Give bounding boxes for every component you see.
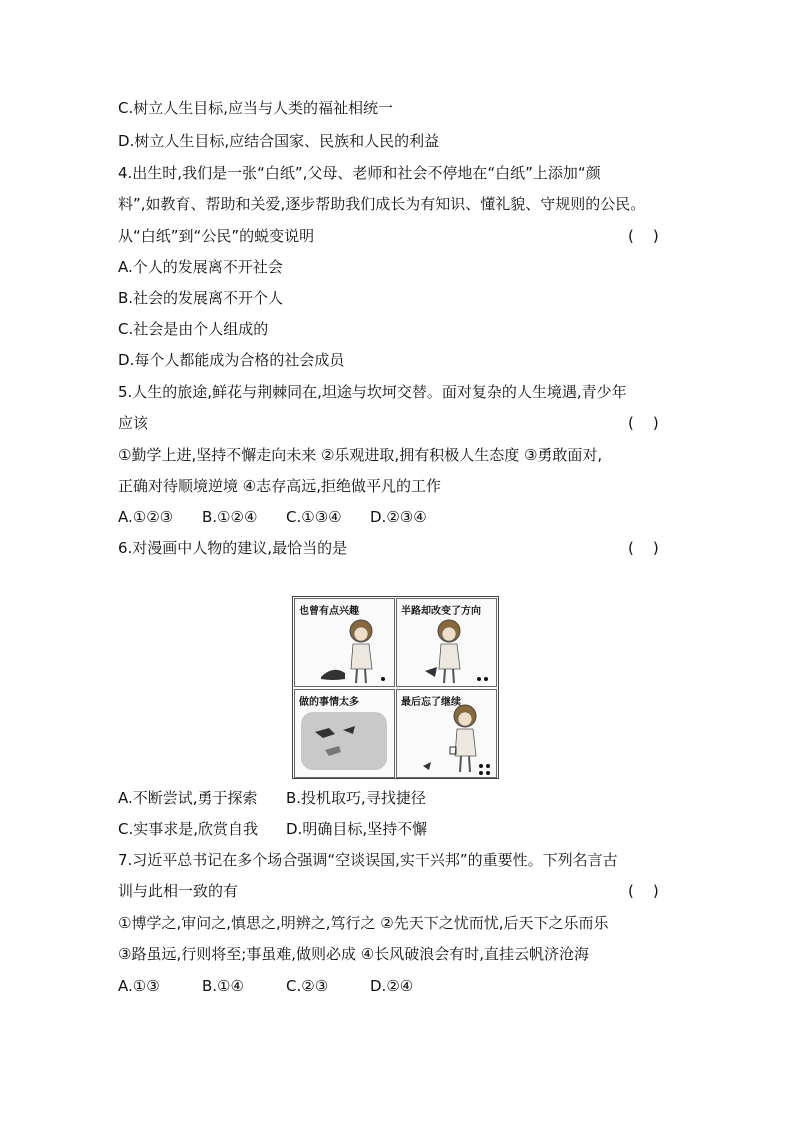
comic-panel-1: [294, 598, 395, 687]
q4-option-c: C.社会是由个人组成的: [118, 320, 269, 338]
q4-stem-line1: 4.出生时,我们是一张“白纸”,父母、老师和社会不停地在“白纸”上添加“颜: [118, 164, 601, 182]
q7-options: [118, 976, 413, 996]
q4-answer-blank: ( ): [628, 227, 659, 245]
comic-panel-3: [294, 689, 395, 778]
q5-option-a: A.①②③: [118, 508, 174, 526]
q7-answer-blank: ( ): [628, 882, 659, 900]
q4-option-b: B.社会的发展离不开个人: [118, 289, 284, 307]
q3-option-c: C.树立人生目标,应当与人类的福祉相统一: [118, 99, 394, 117]
q7-option-c: C.②③: [286, 977, 329, 995]
comic-panel-2: [396, 598, 497, 687]
q4-option-d: D.每个人都能成为合格的社会成员: [118, 351, 345, 369]
q5-stem-line2: 应该: [118, 414, 149, 432]
q5-option-c: C.①③④: [286, 508, 342, 526]
q4-option-a: A.个人的发展离不开社会: [118, 258, 283, 276]
q7-option-a: A.①③: [118, 977, 160, 995]
q7-option-b: B.①④: [202, 977, 244, 995]
comic-panel-3-caption: 做的事情太多: [299, 697, 359, 708]
q6-option-c: C.实事求是,欣赏自我: [118, 820, 259, 838]
comic-panel-4-caption: 最后忘了继续: [401, 697, 461, 708]
q6-comic: [292, 596, 499, 779]
q5-answer-blank: ( ): [628, 414, 659, 432]
q7-option-d: D.②④: [370, 977, 414, 995]
q3-option-d: D.树立人生目标,应结合国家、民族和人民的利益: [118, 132, 440, 150]
q6-option-d: D.明确目标,坚持不懈: [286, 820, 428, 838]
q5-options: [118, 507, 427, 527]
comic-panel-4: [396, 689, 497, 778]
q4-stem-line2: 料”,如教育、帮助和关爱,逐步帮助我们成长为有知识、懂礼貌、守规则的公民。: [118, 195, 646, 213]
comic-panel-1-caption: 也曾有点兴趣: [299, 606, 359, 617]
q7-stem-line2: 训与此相一致的有: [118, 882, 239, 900]
q5-items-line2: 正确对待顺境逆境 ④志存高远,拒绝做平凡的工作: [118, 477, 441, 495]
comic-panel-2-caption: 半路却改变了方向: [401, 606, 481, 617]
q6-option-a: A.不断尝试,勇于探索: [118, 789, 258, 807]
q7-items-line1: ①博学之,审问之,慎思之,明辨之,笃行之 ②先天下之忧而忧,后天下之乐而乐: [118, 914, 609, 932]
q7-stem-line1: 7.习近平总书记在多个场合强调“空谈误国,实干兴邦”的重要性。下列名言古: [118, 851, 618, 869]
q6-stem: 6.对漫画中人物的建议,最恰当的是: [118, 539, 348, 557]
q6-answer-blank: ( ): [628, 539, 659, 557]
q5-option-b: B.①②④: [202, 508, 258, 526]
q6-option-b: B.投机取巧,寻找捷径: [286, 789, 426, 807]
q6-options-row2: [118, 819, 427, 839]
q5-stem-line1: 5.人生的旅途,鲜花与荆棘同在,坦途与坎坷交替。面对复杂的人生境遇,青少年: [118, 383, 627, 401]
q5-items-line1: ①勤学上进,坚持不懈走向未来 ②乐观进取,拥有积极人生态度 ③勇敢面对,: [118, 446, 603, 464]
q7-items-line2: ③路虽远,行则将至;事虽难,做则必成 ④长风破浪会有时,直挂云帆济沧海: [118, 945, 590, 963]
q5-option-d: D.②③④: [370, 508, 427, 526]
q4-stem-line3: 从“白纸”到“公民”的蜕变说明: [118, 227, 315, 245]
q6-options-row1: [118, 788, 426, 808]
